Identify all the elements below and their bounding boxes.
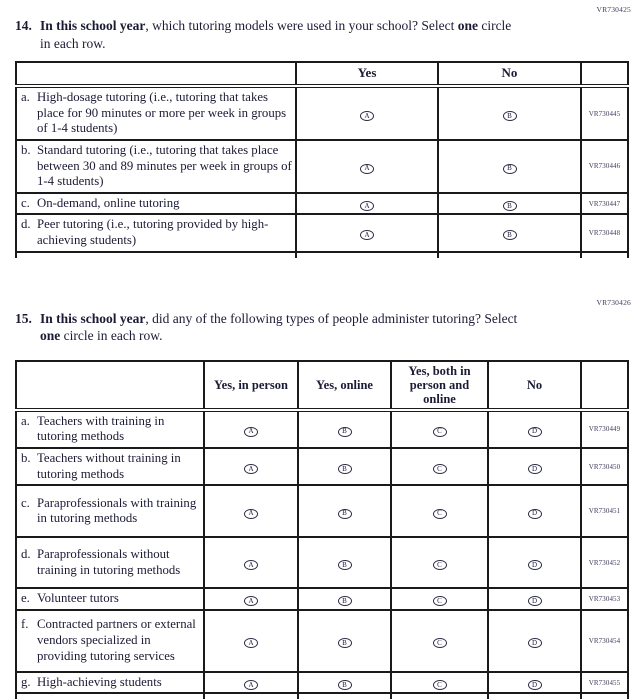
answer-circle-15b-yes-in-person[interactable]: A bbox=[244, 464, 258, 474]
row-code-15e: VR730453 bbox=[581, 588, 628, 610]
row-code-15f: VR730454 bbox=[581, 610, 628, 672]
answer-circle-15e-yes-both[interactable]: C bbox=[433, 596, 447, 606]
cell-15a-2 bbox=[298, 410, 391, 448]
table-row-15e bbox=[16, 588, 628, 610]
cell-15f-1 bbox=[204, 610, 298, 672]
table14-header-row bbox=[16, 62, 628, 86]
question-14-line2: in each row. bbox=[40, 35, 106, 51]
answer-circle-14c-no[interactable]: B bbox=[503, 201, 517, 211]
table-row-14a bbox=[16, 86, 628, 140]
table-row-15f bbox=[16, 610, 628, 672]
question-14-lead-bold: In this school year bbox=[40, 18, 146, 33]
question-15-one-bold: one bbox=[40, 328, 61, 344]
cell-15g-2 bbox=[298, 672, 391, 694]
cell-15e-4 bbox=[488, 588, 581, 610]
table-row-14d bbox=[16, 214, 628, 251]
table14-header-blank bbox=[16, 62, 296, 86]
table-row-15c bbox=[16, 485, 628, 537]
cell-15d-2 bbox=[298, 537, 391, 588]
cell-15d-4 bbox=[488, 537, 581, 588]
cell-15e-3 bbox=[391, 588, 488, 610]
table15-header-blank bbox=[16, 361, 204, 410]
cell-15g-1 bbox=[204, 672, 298, 694]
table-row-15a bbox=[16, 410, 628, 448]
answer-circle-15a-yes-in-person[interactable]: A bbox=[244, 427, 258, 437]
row-label-15d bbox=[16, 537, 204, 588]
row-label-15b bbox=[16, 448, 204, 485]
question-14-text bbox=[40, 17, 511, 52]
row-label-14d bbox=[16, 214, 296, 251]
question-15-lead-bold: In this school year bbox=[40, 310, 146, 326]
answer-circle-15b-no[interactable]: D bbox=[528, 464, 542, 474]
answer-circle-15f-no[interactable]: D bbox=[528, 638, 542, 648]
answer-circle-14d-yes[interactable]: A bbox=[360, 230, 374, 240]
answer-circle-14d-no[interactable]: B bbox=[503, 230, 517, 240]
column-header-no: No bbox=[438, 62, 581, 86]
question-14-part1: , which tutoring models were used in your school? Select bbox=[145, 18, 458, 33]
answer-circle-15e-yes-online[interactable]: B bbox=[338, 596, 352, 606]
question-14 bbox=[15, 17, 615, 52]
answer-circle-15d-yes-online[interactable]: B bbox=[338, 560, 352, 570]
answer-circle-15c-yes-both[interactable]: C bbox=[433, 509, 447, 519]
cell-15a-4 bbox=[488, 410, 581, 448]
row-letter: d. bbox=[21, 217, 31, 232]
cell-14c-yes bbox=[296, 193, 438, 215]
answer-circle-15d-no[interactable]: D bbox=[528, 560, 542, 570]
column-header-yes: Yes bbox=[296, 62, 438, 86]
cell-14b-no bbox=[438, 140, 581, 193]
cell-15a-3 bbox=[391, 410, 488, 448]
row-label-14a bbox=[16, 86, 296, 140]
cell-15f-2 bbox=[298, 610, 391, 672]
question-14-one-bold: one bbox=[457, 18, 478, 33]
cell-15b-2 bbox=[298, 448, 391, 485]
answer-circle-15g-no[interactable]: D bbox=[528, 680, 542, 690]
answer-circle-15f-yes-both[interactable]: C bbox=[433, 638, 447, 648]
table-row-15b bbox=[16, 448, 628, 485]
cell-14d-no bbox=[438, 214, 581, 251]
table15-header-code-blank bbox=[581, 361, 628, 410]
question-14-code: VR730425 bbox=[596, 5, 631, 14]
answer-circle-15c-no[interactable]: D bbox=[528, 509, 542, 519]
row-text: High-dosage tutoring (i.e., tutoring that takes place for 90 minutes or more per week in groups of 1-4 students) bbox=[37, 90, 287, 136]
row-text: High-achieving students bbox=[37, 674, 162, 689]
column-header-no: No bbox=[488, 361, 581, 410]
answer-circle-15e-no[interactable]: D bbox=[528, 596, 542, 606]
row-code-15b: VR730450 bbox=[581, 448, 628, 485]
row-letter: b. bbox=[21, 142, 31, 157]
cell-15b-4 bbox=[488, 448, 581, 485]
row-label-15c bbox=[16, 485, 204, 537]
row-label-15f bbox=[16, 610, 204, 672]
answer-circle-15g-yes-both[interactable]: C bbox=[433, 680, 447, 690]
row-letter: f. bbox=[21, 617, 29, 632]
table-row-15g bbox=[16, 672, 628, 694]
answer-circle-15a-no[interactable]: D bbox=[528, 427, 542, 437]
question-14-part2: circle bbox=[477, 18, 512, 33]
answer-circle-15a-yes-both[interactable]: C bbox=[433, 427, 447, 437]
question-15-part1: , did any of the following types of people administer tutoring? Select bbox=[145, 310, 518, 326]
column-header-yes-both: Yes, both in person and online bbox=[391, 361, 488, 410]
answer-circle-15b-yes-online[interactable]: B bbox=[338, 464, 352, 474]
answer-circle-15b-yes-both[interactable]: C bbox=[433, 464, 447, 474]
answer-circle-15c-yes-in-person[interactable]: A bbox=[244, 509, 258, 519]
row-letter: b. bbox=[21, 450, 31, 465]
question-15-table bbox=[15, 360, 629, 699]
cell-15d-1 bbox=[204, 537, 298, 588]
row-label-15a bbox=[16, 410, 204, 448]
row-text: Contracted partners or external vendors specialized in providing tutoring services bbox=[37, 617, 196, 663]
cell-15g-4 bbox=[488, 672, 581, 694]
row-text: Paraprofessionals without training in tutoring methods bbox=[37, 547, 181, 577]
question-14-number: 14. bbox=[15, 18, 32, 33]
answer-circle-15c-yes-online[interactable]: B bbox=[338, 509, 352, 519]
cell-15d-3 bbox=[391, 537, 488, 588]
cell-15g-3 bbox=[391, 672, 488, 694]
row-code-15d: VR730452 bbox=[581, 537, 628, 588]
cell-15f-3 bbox=[391, 610, 488, 672]
question-15-text bbox=[40, 310, 517, 345]
row-code-14b: VR730446 bbox=[581, 140, 628, 193]
row-text: Peer tutoring (i.e., tutoring provided by high-achieving students) bbox=[37, 217, 269, 247]
row-letter: c. bbox=[21, 495, 30, 510]
row-text: On-demand, online tutoring bbox=[37, 195, 180, 210]
row-code-15c: VR730451 bbox=[581, 485, 628, 537]
row-code-14d: VR730448 bbox=[581, 214, 628, 251]
table15-cutoff-stub bbox=[16, 693, 628, 699]
row-label-14b bbox=[16, 140, 296, 193]
answer-circle-14b-yes[interactable]: A bbox=[360, 164, 374, 174]
row-letter: a. bbox=[21, 413, 30, 428]
cell-14a-yes bbox=[296, 86, 438, 140]
question-15-code: VR730426 bbox=[596, 297, 631, 307]
question-15-part2: circle in each row. bbox=[60, 328, 163, 344]
row-text: Paraprofessionals with training in tutoring methods bbox=[37, 495, 197, 526]
table15-header-row bbox=[16, 361, 628, 410]
question-14-table bbox=[15, 61, 629, 257]
row-code-14c: VR730447 bbox=[581, 193, 628, 215]
answer-circle-14b-no[interactable]: B bbox=[503, 164, 517, 174]
question-15 bbox=[15, 310, 615, 345]
answer-circle-14a-yes[interactable]: A bbox=[360, 111, 374, 121]
cell-14c-no bbox=[438, 193, 581, 215]
answer-circle-15d-yes-in-person[interactable]: A bbox=[244, 560, 258, 570]
answer-circle-15d-yes-both[interactable]: C bbox=[433, 560, 447, 570]
answer-circle-15g-yes-online[interactable]: B bbox=[338, 680, 352, 690]
cell-15c-3 bbox=[391, 485, 488, 537]
cell-15e-2 bbox=[298, 588, 391, 610]
cell-14a-no bbox=[438, 86, 581, 140]
row-text: Teachers with training in tutoring methods bbox=[37, 413, 165, 444]
row-letter: g. bbox=[21, 674, 31, 689]
answer-circle-15f-yes-online[interactable]: B bbox=[338, 638, 352, 648]
column-header-yes-online: Yes, online bbox=[298, 361, 391, 410]
answer-circle-15g-yes-in-person[interactable]: A bbox=[244, 680, 258, 690]
table-row-14c bbox=[16, 193, 628, 215]
row-letter: d. bbox=[21, 547, 31, 561]
row-code-15a: VR730449 bbox=[581, 410, 628, 448]
row-code-14a: VR730445 bbox=[581, 86, 628, 140]
table14-header-code-blank bbox=[581, 62, 628, 86]
answer-circle-14c-yes[interactable]: A bbox=[360, 201, 374, 211]
row-text: Volunteer tutors bbox=[37, 591, 119, 606]
table-row-14b bbox=[16, 140, 628, 193]
cell-15b-3 bbox=[391, 448, 488, 485]
question-15-number: 15. bbox=[15, 310, 32, 326]
row-letter: c. bbox=[21, 195, 30, 210]
cell-15b-1 bbox=[204, 448, 298, 485]
row-text: Teachers without training in tutoring methods bbox=[37, 450, 181, 481]
table-row-15d bbox=[16, 537, 628, 588]
row-text: Standard tutoring (i.e., tutoring that takes place between 30 and 89 minutes per week in groups of 1-4 students) bbox=[37, 142, 292, 189]
cell-15f-4 bbox=[488, 610, 581, 672]
row-label-15e bbox=[16, 588, 204, 610]
cell-14d-yes bbox=[296, 214, 438, 251]
row-label-15g bbox=[16, 672, 204, 694]
row-letter: e. bbox=[21, 591, 30, 606]
answer-circle-15a-yes-online[interactable]: B bbox=[338, 427, 352, 437]
cell-15a-1 bbox=[204, 410, 298, 448]
answer-circle-15e-yes-in-person[interactable]: A bbox=[244, 596, 258, 606]
answer-circle-14a-no[interactable]: B bbox=[503, 111, 517, 121]
cell-14b-yes bbox=[296, 140, 438, 193]
answer-circle-15f-yes-in-person[interactable]: A bbox=[244, 638, 258, 648]
row-label-14c bbox=[16, 193, 296, 215]
cell-15c-2 bbox=[298, 485, 391, 537]
cell-15c-4 bbox=[488, 485, 581, 537]
row-code-15g: VR730455 bbox=[581, 672, 628, 694]
column-header-yes-in-person: Yes, in person bbox=[204, 361, 298, 410]
cell-15c-1 bbox=[204, 485, 298, 537]
table14-cutoff-stub bbox=[16, 252, 628, 258]
cell-15e-1 bbox=[204, 588, 298, 610]
row-letter: a. bbox=[21, 90, 30, 105]
